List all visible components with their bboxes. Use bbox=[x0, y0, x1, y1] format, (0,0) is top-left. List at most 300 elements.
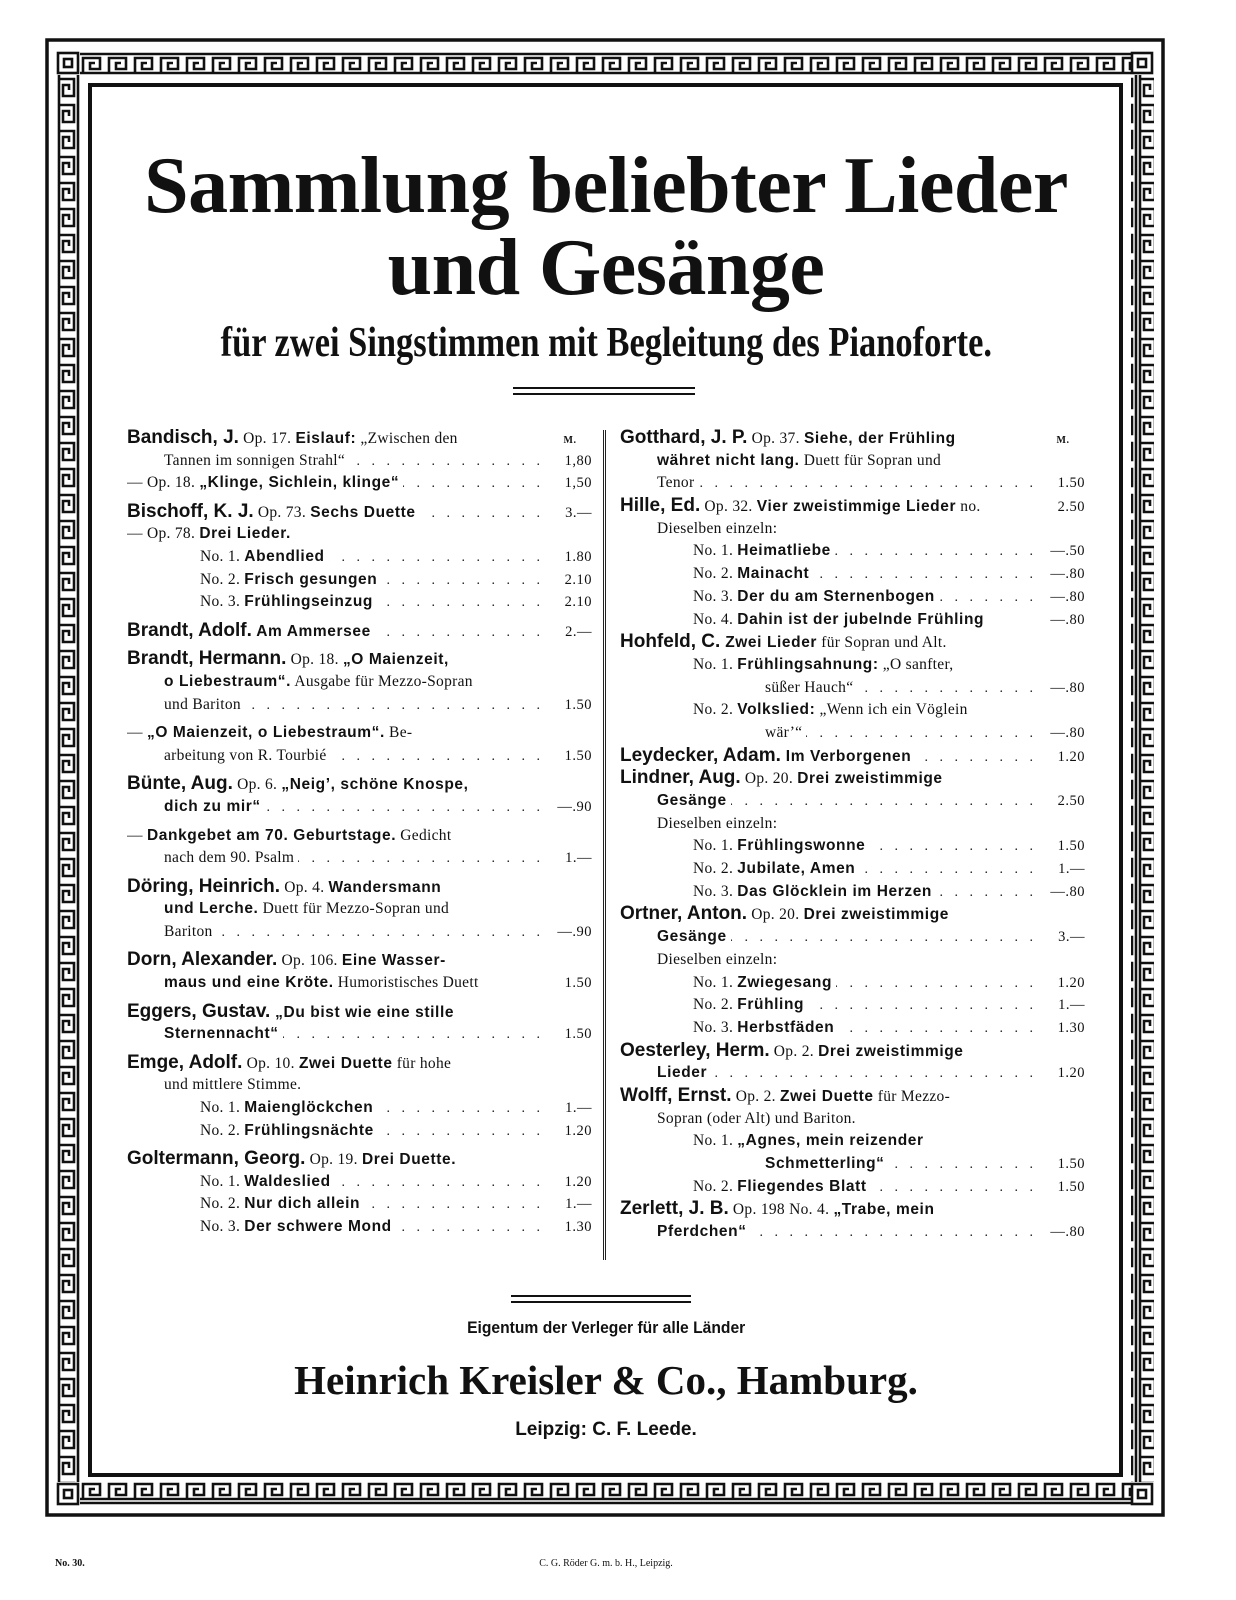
entry-detail: No. 4. bbox=[693, 610, 738, 628]
entry-detail: wär’“ bbox=[765, 723, 803, 741]
composer-name: Eggers, Gustav. bbox=[127, 1000, 271, 1022]
entry-text bbox=[620, 654, 953, 677]
price: 1.— bbox=[565, 850, 592, 867]
song-title: Sternennacht“ bbox=[164, 1025, 279, 1043]
price: —.90 bbox=[557, 798, 592, 815]
song-title: Dankgebet am 70. Geburtstage. bbox=[146, 826, 397, 844]
entry-detail: für Sopran und Alt. bbox=[817, 634, 947, 652]
catalog-entry-line bbox=[127, 745, 592, 768]
entry-detail: No. 2. bbox=[200, 1195, 245, 1213]
composer-name: Oesterley, Herm. bbox=[620, 1039, 770, 1061]
price: 1.20 bbox=[1057, 1065, 1085, 1082]
song-title: Fliegendes Blatt bbox=[737, 1177, 867, 1195]
composer-name: Leydecker, Adam. bbox=[620, 744, 781, 766]
entry-text bbox=[620, 813, 777, 836]
song-title: Frühlingswonne bbox=[737, 837, 866, 855]
price: 1.50 bbox=[564, 975, 592, 992]
song-title: Mainacht bbox=[737, 565, 810, 583]
catalog-entry-line bbox=[127, 1001, 592, 1024]
entry-detail: Op. 198 No. 4. bbox=[728, 1201, 834, 1219]
entry-text bbox=[127, 546, 325, 569]
page-title-line-2: und Gesänge bbox=[387, 224, 825, 312]
catalog-entry-line bbox=[127, 796, 592, 819]
catalog-entry-line bbox=[620, 699, 1085, 722]
entry-detail: No. 1. bbox=[693, 837, 738, 855]
entry-text bbox=[620, 699, 968, 722]
song-title: Drei Lieder. bbox=[199, 525, 291, 543]
entry-text bbox=[620, 427, 956, 451]
catalog-entry-line bbox=[620, 994, 1085, 1017]
dot-leader bbox=[349, 451, 544, 474]
catalog-entry-line bbox=[127, 620, 592, 643]
price: 1.50 bbox=[564, 696, 592, 713]
entry-detail: No. 2. bbox=[693, 996, 738, 1014]
song-title: und Lerche. bbox=[164, 900, 259, 918]
entry-detail: für Mezzo- bbox=[873, 1087, 951, 1105]
entry-text bbox=[127, 591, 373, 614]
catalog-entry-line bbox=[620, 790, 1085, 813]
dot-leader bbox=[331, 746, 544, 769]
entry-text bbox=[620, 1176, 867, 1199]
composer-name: Gotthard, J. P. bbox=[620, 427, 748, 448]
song-title: „Neig’, schöne Knospe, bbox=[281, 776, 469, 794]
entry-detail: „Wenn ich ein Vöglein bbox=[815, 701, 968, 719]
song-title: Drei Duette. bbox=[361, 1151, 457, 1169]
catalog-entry-line bbox=[127, 427, 592, 450]
dot-leader bbox=[836, 973, 1037, 996]
song-title: Frisch gesungen bbox=[244, 570, 378, 588]
entry-detail: Op. 37. bbox=[747, 430, 804, 447]
catalog-entry-line bbox=[127, 773, 592, 796]
dot-leader bbox=[298, 848, 544, 871]
song-title: Zwei Lieder bbox=[720, 634, 818, 652]
song-title: Pferdchen“ bbox=[657, 1223, 747, 1241]
entry-text bbox=[620, 1153, 885, 1176]
dot-leader bbox=[731, 791, 1037, 814]
entry-detail: Humoristisches Duett bbox=[333, 974, 479, 992]
song-title: Frühlingsahnung: bbox=[737, 655, 879, 673]
catalog-entry-line bbox=[127, 876, 592, 899]
plate-number: No. 30. bbox=[55, 1558, 85, 1569]
dot-leader bbox=[871, 1177, 1037, 1200]
entry-text bbox=[620, 677, 853, 700]
entry-text bbox=[620, 472, 694, 495]
song-title: Zwei Duette bbox=[298, 1054, 393, 1072]
price: 1.20 bbox=[564, 1173, 592, 1190]
entry-detail: Duett für Sopran und bbox=[799, 451, 942, 469]
entry-detail: süßer Hauch“ bbox=[765, 678, 854, 696]
catalog-entry-line bbox=[620, 1130, 1085, 1153]
currency-header: M. bbox=[1056, 435, 1070, 446]
song-title: Dahin ist der jubelnde Frühling bbox=[737, 610, 985, 628]
song-title: Vier zweistimmige Lieder bbox=[756, 498, 957, 516]
song-title: Nur dich allein bbox=[244, 1195, 361, 1213]
composer-name: Goltermann, Georg. bbox=[127, 1148, 306, 1170]
entry-detail: No. 1. bbox=[200, 1172, 245, 1190]
song-title: Heimatliebe bbox=[737, 542, 831, 560]
entry-detail: No. 3. bbox=[693, 882, 738, 900]
price: 1.— bbox=[565, 1100, 592, 1117]
catalog-entry-line bbox=[620, 813, 1085, 836]
entry-text bbox=[127, 472, 399, 495]
song-title: „O Maienzeit, o Liebestraum“. bbox=[146, 724, 385, 742]
entry-detail: Op. 4. bbox=[280, 878, 329, 896]
entry-detail: Op. 10. bbox=[242, 1054, 299, 1072]
catalog-entry-line bbox=[620, 540, 1085, 563]
entry-detail: No. 2. bbox=[693, 1177, 738, 1195]
dot-leader bbox=[751, 1222, 1037, 1245]
song-title: Sechs Duette bbox=[310, 503, 416, 521]
catalog-entry-line bbox=[620, 654, 1085, 677]
price: —.80 bbox=[1050, 883, 1085, 900]
currency-header: M. bbox=[563, 435, 577, 446]
catalog-entry-line bbox=[620, 949, 1085, 972]
catalog-entry-line bbox=[127, 1193, 592, 1216]
entry-text bbox=[127, 898, 449, 921]
composer-name: Bischoff, K. J. bbox=[127, 500, 254, 522]
publisher-agent: Leipzig: C. F. Leede. bbox=[515, 1419, 697, 1440]
price: 1.— bbox=[1058, 997, 1085, 1014]
dot-leader bbox=[813, 564, 1037, 587]
price: 2.10 bbox=[564, 594, 592, 611]
song-title: Wandersmann bbox=[328, 878, 442, 896]
entry-text bbox=[620, 563, 809, 586]
entry-text bbox=[127, 1193, 360, 1216]
entry-detail: Op. 73. bbox=[253, 503, 311, 521]
entry-text bbox=[127, 825, 451, 848]
entry-text bbox=[127, 450, 345, 473]
publisher-name: Heinrich Kreisler & Co., Hamburg. bbox=[294, 1357, 918, 1403]
price: 3.— bbox=[565, 504, 592, 521]
page-subtitle bbox=[90, 322, 1122, 364]
price: 1.30 bbox=[1057, 1019, 1085, 1036]
catalog-entry-line bbox=[127, 722, 592, 745]
price: —.80 bbox=[1050, 588, 1085, 605]
entry-text bbox=[620, 586, 935, 609]
catalog-entry-line bbox=[620, 1062, 1085, 1085]
dot-leader bbox=[381, 570, 544, 593]
catalog-entry-line bbox=[620, 1108, 1085, 1131]
song-title: „Klinge, Sichlein, klinge“ bbox=[199, 474, 400, 492]
catalog-entry-line bbox=[127, 1052, 592, 1075]
entry-detail: No. 2. bbox=[693, 860, 738, 878]
entry-detail: Op. 2. bbox=[731, 1087, 781, 1105]
price: 2.50 bbox=[1057, 793, 1085, 809]
entry-detail: Op. 2. bbox=[769, 1042, 819, 1060]
song-title: Eine Wasser- bbox=[341, 952, 446, 970]
entry-text bbox=[620, 1040, 964, 1064]
song-title: Im Verborgenen bbox=[780, 747, 912, 765]
entry-text bbox=[127, 694, 241, 717]
dot-leader bbox=[377, 1098, 544, 1121]
composer-name: Bandisch, J. bbox=[127, 427, 239, 448]
price: 1.— bbox=[565, 1196, 592, 1213]
entry-detail: Ausgabe für Mezzo-Sopran bbox=[291, 672, 473, 690]
catalog-entry-line bbox=[620, 972, 1085, 995]
price: —.80 bbox=[1050, 1224, 1085, 1241]
price: —.90 bbox=[557, 923, 592, 940]
entry-detail: No. 1. bbox=[693, 542, 738, 560]
catalog-entry-line bbox=[127, 1148, 592, 1171]
entry-detail: Tannen im sonnigen Strahl“ bbox=[164, 451, 346, 469]
entry-text bbox=[127, 1097, 373, 1120]
entry-detail: — bbox=[127, 724, 147, 742]
composer-name: Döring, Heinrich. bbox=[127, 875, 281, 897]
catalog-entry-line bbox=[620, 903, 1085, 926]
catalog-entry-line bbox=[620, 677, 1085, 700]
entry-text bbox=[620, 450, 941, 473]
catalog-entry-line bbox=[620, 926, 1085, 949]
entry-text bbox=[620, 926, 727, 949]
entry-text bbox=[127, 1120, 374, 1143]
song-title: „Agnes, mein reizender bbox=[737, 1132, 924, 1150]
title-rule-top bbox=[513, 387, 695, 389]
dot-leader bbox=[378, 1121, 544, 1144]
price: —.80 bbox=[1050, 724, 1085, 741]
entry-detail: für hohe bbox=[392, 1054, 452, 1072]
price: —.80 bbox=[1050, 679, 1085, 696]
catalog-entry-line bbox=[620, 745, 1085, 768]
composer-name: Wolff, Ernst. bbox=[620, 1084, 732, 1106]
entry-text bbox=[620, 1198, 935, 1222]
entry-detail: — Op. 78. bbox=[127, 525, 200, 543]
price: 1.50 bbox=[1057, 838, 1085, 855]
composer-name: Hohfeld, C. bbox=[620, 631, 721, 653]
dot-leader bbox=[403, 473, 544, 496]
entry-text bbox=[127, 1001, 454, 1025]
entry-detail: — Op. 18. bbox=[127, 474, 200, 492]
catalog-entry-line bbox=[620, 1198, 1085, 1221]
entry-text bbox=[127, 745, 327, 768]
price: 1.20 bbox=[1057, 974, 1085, 991]
song-title: Drei zweistimmige bbox=[797, 770, 943, 788]
entry-detail: Tenor bbox=[657, 474, 695, 492]
dot-leader bbox=[889, 1154, 1037, 1177]
price: 3.— bbox=[1058, 929, 1085, 946]
title-rule-bottom bbox=[513, 393, 695, 395]
column-divider bbox=[603, 430, 606, 1260]
catalog-column-right bbox=[620, 427, 1085, 1244]
song-title: dich zu mir“ bbox=[164, 797, 261, 815]
entry-text bbox=[127, 972, 479, 995]
catalog-entry-line bbox=[127, 450, 592, 473]
dot-leader bbox=[364, 1194, 544, 1217]
catalog-entry-line bbox=[620, 450, 1085, 473]
dot-leader bbox=[838, 1018, 1037, 1041]
composer-name: Ortner, Anton. bbox=[620, 903, 748, 925]
entry-text bbox=[127, 427, 458, 451]
catalog-entry-line bbox=[127, 1074, 592, 1097]
entry-text bbox=[127, 671, 473, 694]
price: —.80 bbox=[1050, 566, 1085, 583]
song-title: Am Ammersee bbox=[251, 622, 371, 640]
entry-detail: no. bbox=[956, 498, 981, 516]
composer-name: Emge, Adolf. bbox=[127, 1051, 243, 1073]
catalog-entry-line bbox=[127, 472, 592, 495]
entry-detail: Dieselben einzeln: bbox=[657, 814, 778, 832]
price: 1.— bbox=[1058, 861, 1085, 878]
song-title: „Trabe, mein bbox=[833, 1201, 935, 1219]
entry-text bbox=[620, 790, 727, 813]
dot-leader bbox=[936, 882, 1037, 905]
price: 1.50 bbox=[564, 747, 592, 764]
entry-text bbox=[620, 1108, 856, 1131]
price: 1.50 bbox=[1057, 475, 1085, 492]
dot-leader bbox=[808, 995, 1037, 1018]
dot-leader bbox=[939, 587, 1037, 610]
catalog-entry-line bbox=[127, 671, 592, 694]
price: 1,50 bbox=[564, 475, 592, 492]
entry-text bbox=[127, 722, 412, 745]
song-title: Frühlingseinzug bbox=[244, 593, 373, 611]
entry-detail: „Zwischen den bbox=[356, 430, 458, 447]
song-title: Eislauf: bbox=[295, 430, 357, 447]
entry-text bbox=[127, 1216, 392, 1239]
entry-detail: Gedicht bbox=[396, 826, 452, 844]
entry-detail: Op. 19. bbox=[305, 1151, 362, 1169]
catalog-entry-line bbox=[127, 1171, 592, 1194]
dot-leader bbox=[283, 1024, 544, 1047]
song-title: Volkslied: bbox=[737, 701, 816, 719]
dot-leader bbox=[245, 695, 544, 718]
song-title: währet nicht lang. bbox=[657, 451, 800, 469]
catalog-entry-line bbox=[620, 835, 1085, 858]
composer-name: Lindner, Aug. bbox=[620, 767, 741, 789]
entry-text bbox=[620, 745, 911, 769]
catalog-entry-line bbox=[620, 767, 1085, 790]
catalog-entry-line bbox=[127, 648, 592, 671]
dot-leader bbox=[915, 747, 1037, 770]
entry-text bbox=[127, 949, 446, 973]
entry-text bbox=[127, 921, 213, 944]
entry-detail: No. 2. bbox=[200, 570, 245, 588]
entry-detail: „O sanfter, bbox=[878, 655, 954, 673]
entry-detail: No. 1. bbox=[693, 655, 738, 673]
catalog-entry-line bbox=[127, 1120, 592, 1143]
catalog-entry-line bbox=[620, 495, 1085, 518]
price: 1.20 bbox=[564, 1122, 592, 1139]
subtitle-text: für zwei Singstimmen mit Begleitung des Pianoforte. bbox=[220, 320, 992, 366]
entry-text bbox=[620, 1221, 747, 1244]
entry-text bbox=[127, 1171, 331, 1194]
entry-detail: Be- bbox=[384, 724, 413, 742]
catalog-entry-line bbox=[620, 1221, 1085, 1244]
dot-leader bbox=[335, 1172, 544, 1195]
entry-detail: Op. 20. bbox=[740, 770, 798, 788]
song-title: Herbstfäden bbox=[737, 1018, 835, 1036]
entry-text bbox=[127, 796, 261, 819]
catalog-entry-line bbox=[127, 569, 592, 592]
entry-text bbox=[620, 518, 777, 541]
song-title: Drei zweistimmige bbox=[818, 1042, 964, 1060]
catalog-entry-line bbox=[127, 949, 592, 972]
entry-text bbox=[127, 847, 294, 870]
song-title: Der schwere Mond bbox=[244, 1218, 392, 1235]
entry-text bbox=[620, 722, 802, 745]
catalog-entry-line bbox=[620, 722, 1085, 745]
entry-detail: Op. 18. bbox=[286, 651, 343, 669]
price: 1.20 bbox=[1057, 748, 1085, 765]
dot-leader bbox=[375, 622, 544, 645]
footer-rule-bottom bbox=[511, 1301, 691, 1303]
entry-text bbox=[127, 1148, 456, 1172]
song-title: Zwiegesang bbox=[737, 973, 833, 991]
entry-text bbox=[127, 1052, 451, 1076]
price: 1.30 bbox=[564, 1219, 592, 1235]
song-title: Frühlingsnächte bbox=[244, 1121, 374, 1139]
dot-leader bbox=[806, 723, 1037, 746]
entry-text bbox=[620, 881, 932, 904]
printer-imprint: C. G. Röder G. m. b. H., Leipzig. bbox=[539, 1558, 673, 1569]
catalog-entry-line bbox=[620, 1040, 1085, 1063]
catalog-entry-line bbox=[127, 921, 592, 944]
dot-leader bbox=[857, 678, 1037, 701]
song-title: Siehe, der Frühling bbox=[803, 430, 956, 447]
catalog-entry-line bbox=[620, 1176, 1085, 1199]
entry-detail: No. 2. bbox=[200, 1121, 245, 1139]
song-title: Lieder bbox=[657, 1064, 708, 1082]
entry-detail: No. 3. bbox=[693, 587, 738, 605]
entry-text bbox=[620, 540, 831, 563]
entry-detail: Op. 20. bbox=[747, 906, 804, 924]
dot-leader bbox=[711, 1063, 1037, 1086]
dot-leader bbox=[731, 927, 1037, 950]
song-title: Gesänge bbox=[657, 928, 727, 946]
entry-text bbox=[127, 1023, 279, 1046]
entry-detail: und mittlere Stimme. bbox=[164, 1076, 302, 1094]
song-title: o Liebestraum“. bbox=[164, 672, 291, 690]
entry-text bbox=[620, 903, 949, 927]
entry-detail: No. 2. bbox=[693, 701, 738, 719]
entry-text bbox=[620, 949, 777, 972]
entry-detail: No. 1. bbox=[200, 1099, 245, 1117]
song-title: „O Maienzeit, bbox=[342, 651, 449, 669]
entry-text bbox=[620, 858, 855, 881]
composer-name: Brandt, Hermann. bbox=[127, 648, 287, 670]
dot-leader bbox=[217, 922, 544, 945]
price: 1.50 bbox=[1057, 1156, 1085, 1172]
entry-text bbox=[620, 609, 984, 632]
catalog-entry-line bbox=[620, 609, 1085, 632]
entry-detail: No. 2. bbox=[693, 565, 738, 583]
entry-detail: No. 1. bbox=[693, 973, 738, 991]
catalog-entry-line bbox=[127, 972, 592, 995]
entry-detail: — bbox=[127, 826, 147, 844]
page-title-line-1: Sammlung beliebter Lieder bbox=[144, 142, 1068, 230]
catalog-entry-line bbox=[620, 472, 1085, 495]
rights-text: Eigentum der Verleger für alle Länder bbox=[466, 1318, 746, 1337]
entry-detail: Op. 6. bbox=[232, 776, 282, 794]
entry-detail: arbeitung von R. Tourbié bbox=[164, 746, 327, 764]
song-title: Waldeslied bbox=[244, 1172, 331, 1190]
catalog-entry-line bbox=[127, 523, 592, 546]
footer-rule-top bbox=[511, 1295, 691, 1297]
price: 2.10 bbox=[564, 571, 592, 588]
catalog-entry-line bbox=[127, 1216, 592, 1239]
entry-detail: No. 1. bbox=[200, 547, 245, 565]
song-title: maus und eine Kröte. bbox=[164, 974, 334, 992]
composer-name: Brandt, Adolf. bbox=[127, 619, 252, 641]
entry-detail: und Bariton bbox=[164, 695, 241, 713]
entry-detail: Bariton bbox=[164, 922, 213, 940]
catalog-entry-line bbox=[620, 881, 1085, 904]
song-title: Maienglöckchen bbox=[244, 1099, 374, 1117]
entry-text bbox=[620, 994, 804, 1017]
entry-text bbox=[620, 1062, 707, 1085]
entry-text bbox=[127, 501, 416, 525]
entry-text bbox=[127, 876, 441, 900]
song-title: Drei zweistimmige bbox=[803, 906, 950, 924]
